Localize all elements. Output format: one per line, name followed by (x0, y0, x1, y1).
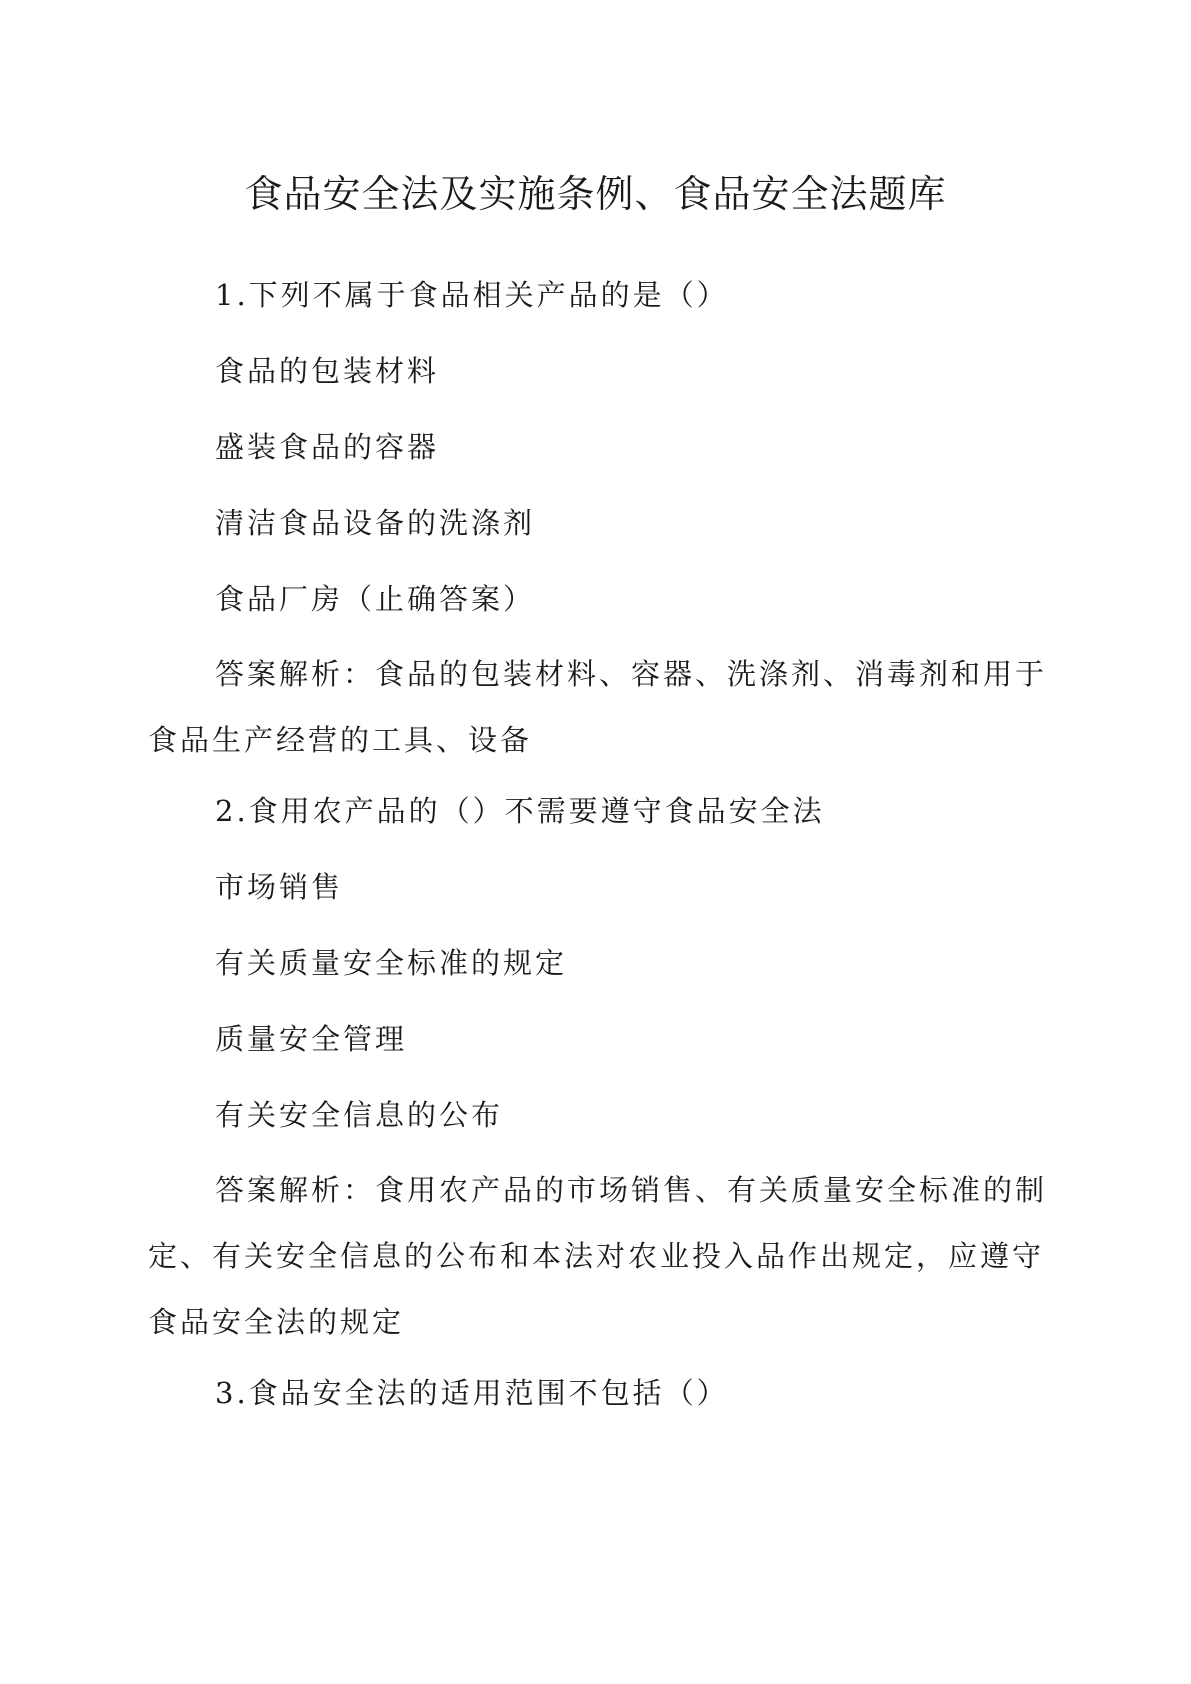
question-2-option-d: 有关安全信息的公布 (215, 1098, 504, 1132)
question-2: 2.食用农产品的（）不需要遵守食品安全法 (215, 794, 825, 828)
question-2-option-b: 有关质量安全标准的规定 (215, 946, 568, 980)
question-2-explanation: 答案解析：食用农产品的市场销售、有关质量安全标准的制定、有关安全信息的公布和本法对农业投入品作出规定，应遵守食品安全法的规定 (148, 1173, 1048, 1339)
question-1: 1.下列不属于食品相关产品的是（） (215, 278, 729, 312)
question-2-option-c: 质量安全管理 (215, 1022, 408, 1056)
question-1-option-d: 食品厂房（止确答案） (215, 582, 536, 616)
question-3: 3.食品安全法的适用范围不包括（） (215, 1376, 729, 1410)
document-title: 食品安全法及实施条例、食品安全法题库 (244, 172, 947, 216)
question-1-option-a: 食品的包装材料 (215, 354, 440, 388)
question-1-option-c: 清洁食品设备的洗涤剂 (215, 506, 536, 540)
question-2-option-a: 市场销售 (215, 870, 344, 904)
question-1-explanation: 答案解析：食品的包装材料、容器、洗涤剂、消毒剂和用于食品生产经营的工具、设备 (148, 657, 1048, 757)
question-1-option-b: 盛装食品的容器 (215, 430, 440, 464)
